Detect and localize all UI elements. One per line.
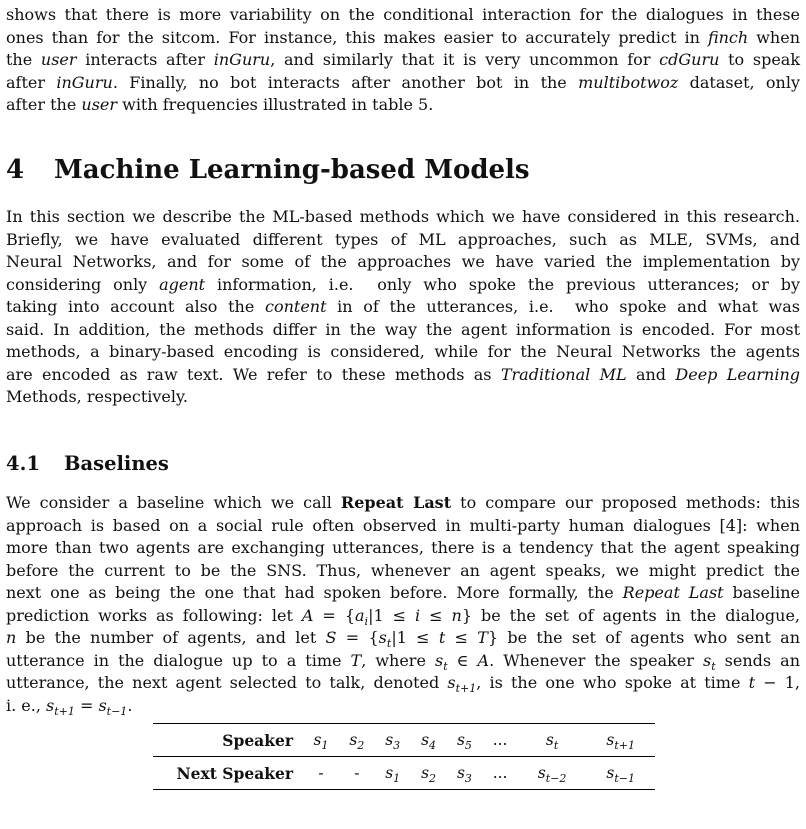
paragraph-ml-models	[6, 206, 800, 409]
text-line: We consider a baseline which we call Repeat Last to compare our proposed methods: this	[6, 493, 801, 512]
table-row-label: Speaker	[153, 724, 303, 757]
section-title: Machine Learning-based Models	[54, 155, 530, 185]
text-line: taking into account also the content in of the utterances, i.e. who spoke and what was	[6, 297, 801, 316]
text-line: Briefly, we have evaluated different types of ML approaches, such as MLE, SVMs, and	[6, 229, 800, 249]
table-cell: $s_t$	[518, 724, 587, 757]
subsection-title: Baselines	[64, 452, 169, 475]
table-cell: -	[354, 764, 360, 782]
text-line: approach is based on a social rule often observed in multi-party human dialogues [4]: when	[6, 515, 800, 535]
table-cell: ...	[492, 764, 508, 782]
section-heading	[6, 155, 530, 185]
text-line: Neural Networks, and for some of the approaches we have varied the implementation by	[6, 252, 800, 271]
paragraph-baselines	[6, 492, 800, 717]
text-line: utterance in the dialogue up to a time T, where $s_t$ ∈ A. Whenever the speaker $s_t$ sends an	[6, 650, 801, 673]
text-line: after the user with frequencies illustrated in table 5.	[6, 95, 434, 114]
table-cell: $s_3$	[456, 764, 472, 786]
table-cell: ...	[482, 724, 517, 757]
table-cell: $s_4$	[411, 724, 447, 757]
table-row	[153, 757, 655, 790]
text-line: the user interacts after inGuru, and similarly that it is very uncommon for cdGuru to speak	[6, 50, 801, 69]
table-cell: $s_1$	[303, 724, 339, 757]
table-row	[153, 724, 655, 757]
paragraph-intro	[6, 4, 800, 117]
text-line: i. e., $s_{t+1} = s_{t-1}$.	[6, 695, 133, 718]
text-line: before the current to be the SNS. Thus, whenever an agent speaks, we might predict the	[6, 560, 800, 580]
text-line: In this section we describe the ML-based methods which we have considered in this research.	[6, 207, 800, 226]
text-line: next one as being the one that had spoken before. More formally, the Repeat Last baseline	[6, 583, 801, 602]
text-line: more than two agents are exchanging utterances, there is a tendency that the agent speaking	[6, 538, 800, 557]
table-cell: $s_{t-2}$	[537, 764, 567, 786]
text-line: Methods, respectively.	[6, 387, 189, 406]
table-cell: $s_5$	[447, 724, 483, 757]
table-cell: $s_1$	[385, 764, 401, 786]
section-number: 4	[6, 155, 25, 185]
subsection-number: 4.1	[6, 452, 40, 475]
table-cell: -	[318, 764, 324, 782]
table-cell: $s_2$	[339, 724, 375, 757]
table-row-label: Next Speaker	[176, 763, 293, 783]
text-line: methods, a binary-based encoding is considered, while for the Neural Networks the agents	[6, 342, 800, 361]
table-cell: $s_2$	[421, 764, 437, 786]
table-cell: $s_3$	[375, 724, 411, 757]
text-line: ones than for the sitcom. For instance, this makes easier to accurately predict in finch when	[6, 27, 801, 47]
speaker-table	[153, 723, 655, 790]
text-line: said. In addition, the methods differ in the way the agent information is encoded. For most	[6, 319, 800, 339]
text-line: n be the number of agents, and let $S = \{s_t|1 \le t \le T\}$ be the set of agents who sent an	[6, 628, 801, 651]
text-line: after inGuru. Finally, no bot interacts after another bot in the multibotwoz dataset, only	[6, 72, 801, 92]
text-line: prediction works as following: let $A = \{a_i|1 \le i \le n\}$ be the set of agents in the dialogue,	[6, 605, 800, 628]
text-line: are encoded as raw text. We refer to these methods as Traditional ML and Deep Learning	[6, 364, 801, 384]
subsection-heading	[6, 451, 169, 477]
text-line: considering only agent information, i.e. only who spoke the previous utterances; or by	[6, 274, 801, 294]
table-cell: $s_{t+1}$	[586, 724, 655, 757]
text-line: shows that there is more variability on the conditional interaction for the dialogues in these	[6, 5, 800, 24]
text-line: utterance, the next agent selected to talk, denoted $s_{t+1}$, is the one who spoke at time t − 1,	[6, 673, 801, 696]
table-cell: $s_{t-1}$	[606, 764, 635, 786]
